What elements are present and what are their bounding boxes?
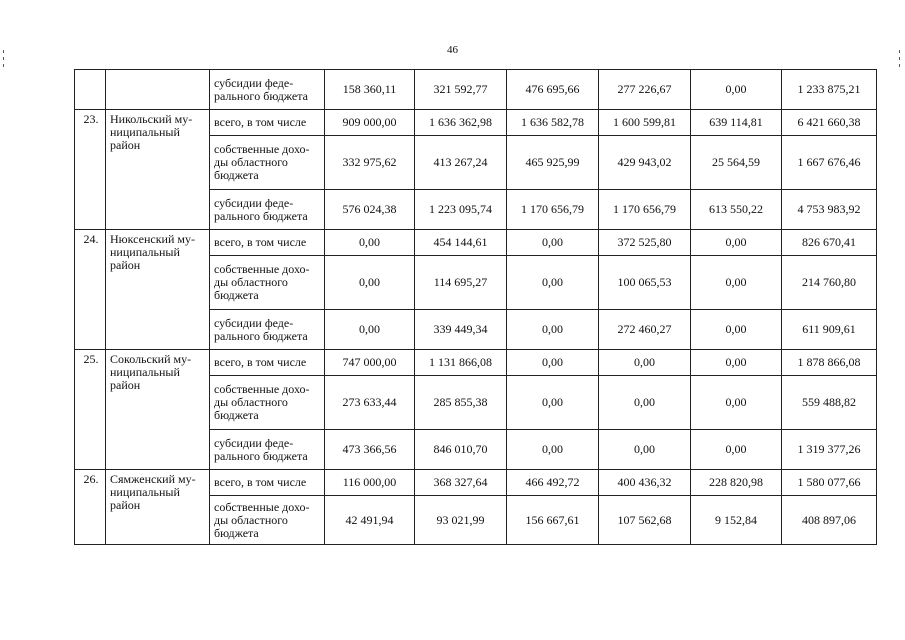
funding-type-cell: всего, в том числе	[210, 350, 325, 376]
value-cell: 1 636 582,78	[507, 110, 599, 136]
value-cell: 559 488,82	[782, 376, 877, 430]
value-cell: 339 449,34	[415, 310, 507, 350]
value-cell: 321 592,77	[415, 70, 507, 110]
value-cell: 0,00	[599, 376, 691, 430]
value-cell: 285 855,38	[415, 376, 507, 430]
funding-type-cell: всего, в том числе	[210, 230, 325, 256]
value-cell: 639 114,81	[691, 110, 782, 136]
left-edge-mark	[3, 64, 4, 67]
value-cell: 1 170 656,79	[507, 190, 599, 230]
value-cell: 114 695,27	[415, 256, 507, 310]
funding-type-cell: субсидии феде-рального бюджета	[210, 430, 325, 470]
funding-type-cell: собственные дохо-ды областного бюджета	[210, 136, 325, 190]
value-cell: 372 525,80	[599, 230, 691, 256]
value-cell: 0,00	[691, 310, 782, 350]
table-row	[75, 70, 877, 110]
district-cell: Никольский му-ниципальный район	[106, 110, 210, 230]
value-cell: 408 897,06	[782, 496, 877, 545]
table-row	[75, 350, 877, 376]
left-edge-mark	[3, 57, 4, 60]
value-cell: 473 366,56	[325, 430, 415, 470]
value-cell: 0,00	[507, 310, 599, 350]
left-edge-mark	[3, 50, 4, 53]
value-cell: 277 226,67	[599, 70, 691, 110]
value-cell: 0,00	[507, 430, 599, 470]
funding-type-cell: собственные дохо-ды областного бюджета	[210, 376, 325, 430]
district-cell: Сямженский му-ниципальный район	[106, 470, 210, 545]
row-number-cell: 26.	[75, 470, 106, 545]
value-cell: 1 580 077,66	[782, 470, 877, 496]
value-cell: 272 460,27	[599, 310, 691, 350]
value-cell: 0,00	[691, 70, 782, 110]
value-cell: 0,00	[507, 256, 599, 310]
value-cell: 413 267,24	[415, 136, 507, 190]
district-cell	[106, 70, 210, 110]
value-cell: 25 564,59	[691, 136, 782, 190]
value-cell: 909 000,00	[325, 110, 415, 136]
value-cell: 611 909,61	[782, 310, 877, 350]
right-edge-mark	[899, 57, 900, 60]
value-cell: 846 010,70	[415, 430, 507, 470]
value-cell: 0,00	[599, 430, 691, 470]
table-row	[75, 470, 877, 496]
funding-type-cell: собственные дохо-ды областного бюджета	[210, 256, 325, 310]
funding-type-cell: субсидии феде-ральногo бюджета	[210, 70, 325, 110]
funding-type-cell: субсидии феде-рального бюджета	[210, 190, 325, 230]
page-number: 46	[447, 44, 458, 56]
district-cell: Нюксенский му-ниципальный район	[106, 230, 210, 350]
value-cell: 1 319 377,26	[782, 430, 877, 470]
value-cell: 0,00	[691, 256, 782, 310]
row-number-cell: 25.	[75, 350, 106, 470]
value-cell: 576 024,38	[325, 190, 415, 230]
district-cell: Сокольский му-ниципальный район	[106, 350, 210, 470]
value-cell: 0,00	[507, 230, 599, 256]
value-cell: 214 760,80	[782, 256, 877, 310]
row-number-cell: 24.	[75, 230, 106, 350]
value-cell: 0,00	[507, 376, 599, 430]
table-row	[75, 230, 877, 256]
value-cell: 465 925,99	[507, 136, 599, 190]
value-cell: 466 492,72	[507, 470, 599, 496]
value-cell: 747 000,00	[325, 350, 415, 376]
funding-type-cell: всего, в том числе	[210, 110, 325, 136]
value-cell: 0,00	[325, 310, 415, 350]
value-cell: 100 065,53	[599, 256, 691, 310]
value-cell: 1 600 599,81	[599, 110, 691, 136]
funding-type-cell: субсидии феде-рального бюджета	[210, 310, 325, 350]
value-cell: 1 223 095,74	[415, 190, 507, 230]
value-cell: 6 421 660,38	[782, 110, 877, 136]
value-cell: 116 000,00	[325, 470, 415, 496]
value-cell: 158 360,11	[325, 70, 415, 110]
value-cell: 0,00	[599, 350, 691, 376]
value-cell: 332 975,62	[325, 136, 415, 190]
value-cell: 1 878 866,08	[782, 350, 877, 376]
value-cell: 476 695,66	[507, 70, 599, 110]
value-cell: 107 562,68	[599, 496, 691, 545]
value-cell: 0,00	[691, 230, 782, 256]
value-cell: 0,00	[507, 350, 599, 376]
value-cell: 429 943,02	[599, 136, 691, 190]
value-cell: 454 144,61	[415, 230, 507, 256]
budget-table	[74, 69, 877, 545]
value-cell: 368 327,64	[415, 470, 507, 496]
value-cell: 1 170 656,79	[599, 190, 691, 230]
value-cell: 1 667 676,46	[782, 136, 877, 190]
value-cell: 0,00	[691, 430, 782, 470]
table-row	[75, 110, 877, 136]
value-cell: 228 820,98	[691, 470, 782, 496]
value-cell: 1 233 875,21	[782, 70, 877, 110]
value-cell: 0,00	[325, 230, 415, 256]
value-cell: 0,00	[325, 256, 415, 310]
funding-type-cell: всего, в том числе	[210, 470, 325, 496]
value-cell: 4 753 983,92	[782, 190, 877, 230]
value-cell: 156 667,61	[507, 496, 599, 545]
value-cell: 1 636 362,98	[415, 110, 507, 136]
value-cell: 93 021,99	[415, 496, 507, 545]
right-edge-mark	[899, 50, 900, 53]
value-cell: 273 633,44	[325, 376, 415, 430]
value-cell: 0,00	[691, 350, 782, 376]
value-cell: 826 670,41	[782, 230, 877, 256]
value-cell: 400 436,32	[599, 470, 691, 496]
funding-type-cell: собственные дохо-ды областного бюджета	[210, 496, 325, 545]
row-number-cell	[75, 70, 106, 110]
value-cell: 1 131 866,08	[415, 350, 507, 376]
value-cell: 613 550,22	[691, 190, 782, 230]
right-edge-mark	[899, 64, 900, 67]
value-cell: 9 152,84	[691, 496, 782, 545]
row-number-cell: 23.	[75, 110, 106, 230]
value-cell: 42 491,94	[325, 496, 415, 545]
value-cell: 0,00	[691, 376, 782, 430]
